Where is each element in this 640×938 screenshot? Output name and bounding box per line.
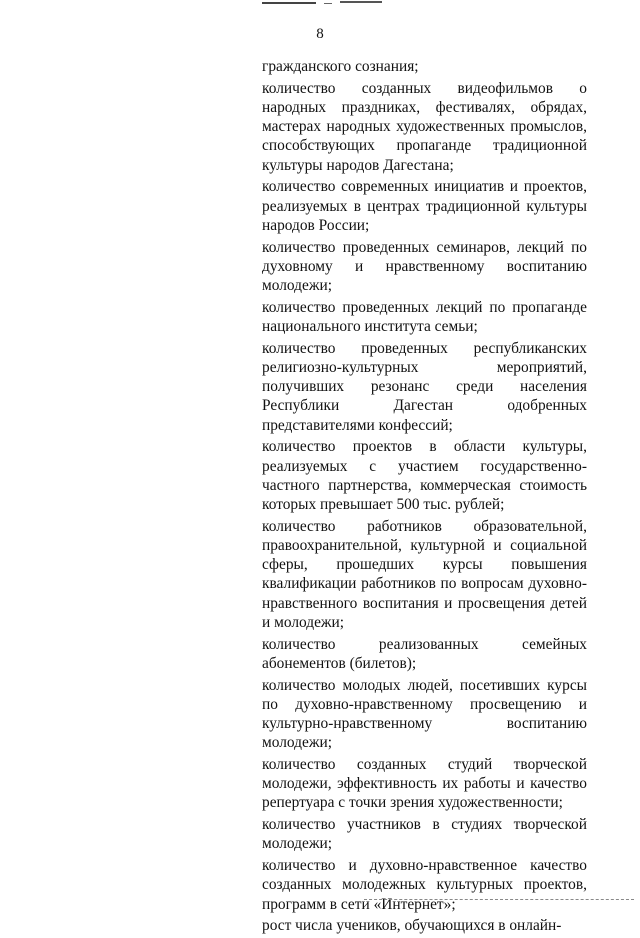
paragraph: количество проведенных республиканских религиозно-культурных мероприятий, получивших резонанс среди населения Республики Дагестан одобренных представителями конфессий; bbox=[262, 339, 587, 434]
page-number: 8 bbox=[316, 26, 324, 42]
paragraph: количество современных инициатив и проектов, реализуемых в центрах традиционной культуры народов России; bbox=[262, 178, 587, 234]
paragraph: количество реализованных семейных абонементов (билетов); bbox=[262, 635, 587, 672]
paragraph: гражданского сознания; bbox=[262, 58, 419, 75]
paragraph: количество проектов в области культуры, реализуемых с участием государственно-частного партнерства, коммерческая стоимость которых превышает 500 тыс. рублей; bbox=[262, 438, 587, 514]
paragraph: количество проведенных семинаров, лекций по духовному и нравственному воспитанию молодежи; bbox=[262, 238, 587, 295]
document-body bbox=[262, 57, 587, 938]
paragraph: количество и духовно-нравственное качество созданных молодежных культурных проектов, программ в сети «Интернет»; bbox=[262, 857, 587, 913]
paragraph: количество участников в студиях творческой молодежи; bbox=[262, 816, 587, 853]
paragraph: количество проведенных лекций по пропаганде национального института семьи; bbox=[262, 298, 587, 336]
scan-artifact-top bbox=[262, 0, 382, 8]
paragraph: количество созданных студий творческой молодежи, эффективность их работы и качество репертуара с точки зрения художественности; bbox=[262, 756, 587, 812]
paragraph: количество работников образовательной, правоохранительной, культурной и социальной сферы, прошедших курсы повышения квалификации работников по вопросам духовно-нравственного воспитания и просвещения детей и молодежи; bbox=[262, 517, 587, 631]
paragraph: количество молодых людей, посетивших курсы по духовно-нравственному просвещению и культурно-нравственному воспитанию молодежи; bbox=[262, 676, 587, 752]
paragraph: количество созданных видеофильмов о народных праздниках, фестивалях, обрядах, мастерах народных художественных промыслов, способствующих пропаганде традиционной культуры народов Дагестана; bbox=[262, 79, 587, 174]
scan-artifact-bottom bbox=[364, 899, 634, 903]
paragraph: рост числа учеников, обучающихся в онлайн- bbox=[262, 917, 562, 935]
